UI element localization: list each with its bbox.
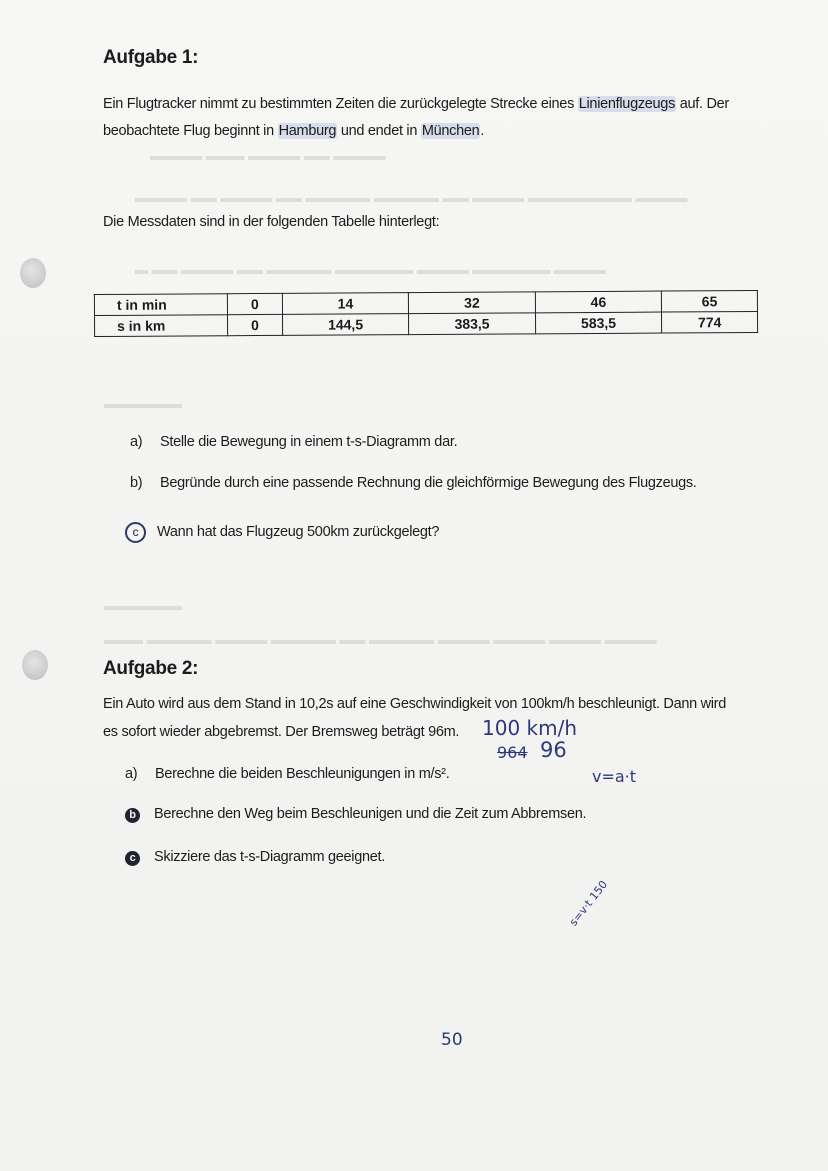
item-text: Berechne den Weg beim Beschleunigen und die Zeit zum Abbremsen. <box>154 806 587 822</box>
measurement-table <box>94 290 758 337</box>
punch-hole <box>20 258 46 288</box>
show-through-text: ▬▬▬▬ ▬▬▬ ▬▬▬▬ ▬▬ ▬▬▬▬ <box>150 148 386 163</box>
handwritten-diagonal-formula: s=v·t 150 <box>566 878 611 929</box>
task2-item-c <box>125 849 385 866</box>
text: . <box>480 123 485 139</box>
table-cell: 583,5 <box>535 312 662 334</box>
show-through-text: ▬ ▬▬ ▬▬▬▬ ▬▬ ▬▬▬▬▬ ▬▬▬▬▬▬ ▬▬▬▬ ▬▬▬▬▬▬ ▬▬▬▬ <box>135 262 606 277</box>
table-cell: 144,5 <box>282 314 409 336</box>
show-through-text: ▬▬▬▬▬▬ <box>104 598 182 613</box>
text: auf. Der <box>676 96 729 112</box>
table-cell: 0 <box>228 314 283 335</box>
task2-heading: Aufgabe 2: <box>103 658 199 679</box>
table-cell: 32 <box>409 292 536 314</box>
task1-item-b <box>130 475 697 491</box>
highlighted-word: München <box>421 123 480 139</box>
handwritten-speed: 100 km/h <box>482 716 578 740</box>
item-marker: b) <box>130 475 143 491</box>
text: Ein Flugtracker nimmt zu bestimmten Zeiten die zurückgelegte Strecke eines <box>103 96 578 112</box>
table-intro: Die Messdaten sind in der folgenden Tabelle hinterlegt: <box>103 214 440 230</box>
handwritten-page-number: 50 <box>441 1030 463 1050</box>
highlighted-word: Hamburg <box>278 123 337 139</box>
item-text: Skizziere das t-s-Diagramm geeignet. <box>154 849 385 865</box>
show-through-text: ▬▬▬▬▬▬ <box>104 396 182 411</box>
task1-heading: Aufgabe 1: <box>103 47 199 68</box>
item-marker: a) <box>125 766 138 782</box>
item-text: Wann hat das Flugzeug 500km zurückgelegt? <box>157 524 440 540</box>
show-through-text: ▬▬▬ ▬▬▬▬▬ ▬▬▬▬ ▬▬▬▬▬ ▬▬ ▬▬▬▬▬ ▬▬▬▬ ▬▬▬▬ ▬▬▬▬ ▬▬▬▬ <box>104 632 657 647</box>
task1-intro-line1 <box>103 96 729 112</box>
item-text: Stelle die Bewegung in einem t-s-Diagramm dar. <box>160 434 458 450</box>
task2-item-a <box>125 766 449 782</box>
filled-marker-icon: b <box>125 808 140 823</box>
filled-marker-icon: c <box>125 851 140 866</box>
row-label: t in min <box>94 294 227 316</box>
show-through-text: ▬▬▬▬ ▬▬ ▬▬▬▬ ▬▬ ▬▬▬▬▬ ▬▬▬▬▬ ▬▬ ▬▬▬▬ ▬▬▬▬▬▬▬▬ ▬▬▬▬ <box>135 190 688 205</box>
handwritten-formula: v=a·t <box>592 767 637 786</box>
item-marker: a) <box>130 434 143 450</box>
item-text: Begründe durch eine passende Rechnung die gleichförmige Bewegung des Flugzeugs. <box>160 475 697 491</box>
highlighted-word: Linienflugzeugs <box>578 96 676 112</box>
text: und endet in <box>337 123 421 139</box>
handwritten-corrected-number: 96 <box>540 738 567 762</box>
item-text: Berechne die beiden Beschleunigungen in m/s². <box>155 766 450 782</box>
table-cell: 0 <box>227 293 282 314</box>
punch-hole <box>22 650 48 680</box>
task2-intro-line1: Ein Auto wird aus dem Stand in 10,2s auf eine Geschwindigkeit von 100km/h beschleunigt. Dann wird <box>103 696 726 712</box>
table-cell: 14 <box>282 293 409 315</box>
table-cell: 46 <box>535 291 662 313</box>
table-cell: 383,5 <box>409 313 536 335</box>
task1-item-c <box>125 522 439 543</box>
circled-marker-icon: c <box>125 522 146 543</box>
table-row <box>95 311 758 336</box>
task2-item-b <box>125 806 586 823</box>
text: beobachtete Flug beginnt in <box>103 123 278 139</box>
table-cell: 774 <box>662 311 758 333</box>
task1-intro-line2 <box>103 123 484 139</box>
task2-intro-line2: es sofort wieder abgebremst. Der Bremsweg beträgt 96m. <box>103 724 460 740</box>
handwritten-struck-number: 964 <box>497 743 528 762</box>
task1-item-a <box>130 434 457 450</box>
row-label: s in km <box>95 315 228 337</box>
table-cell: 65 <box>662 290 758 312</box>
